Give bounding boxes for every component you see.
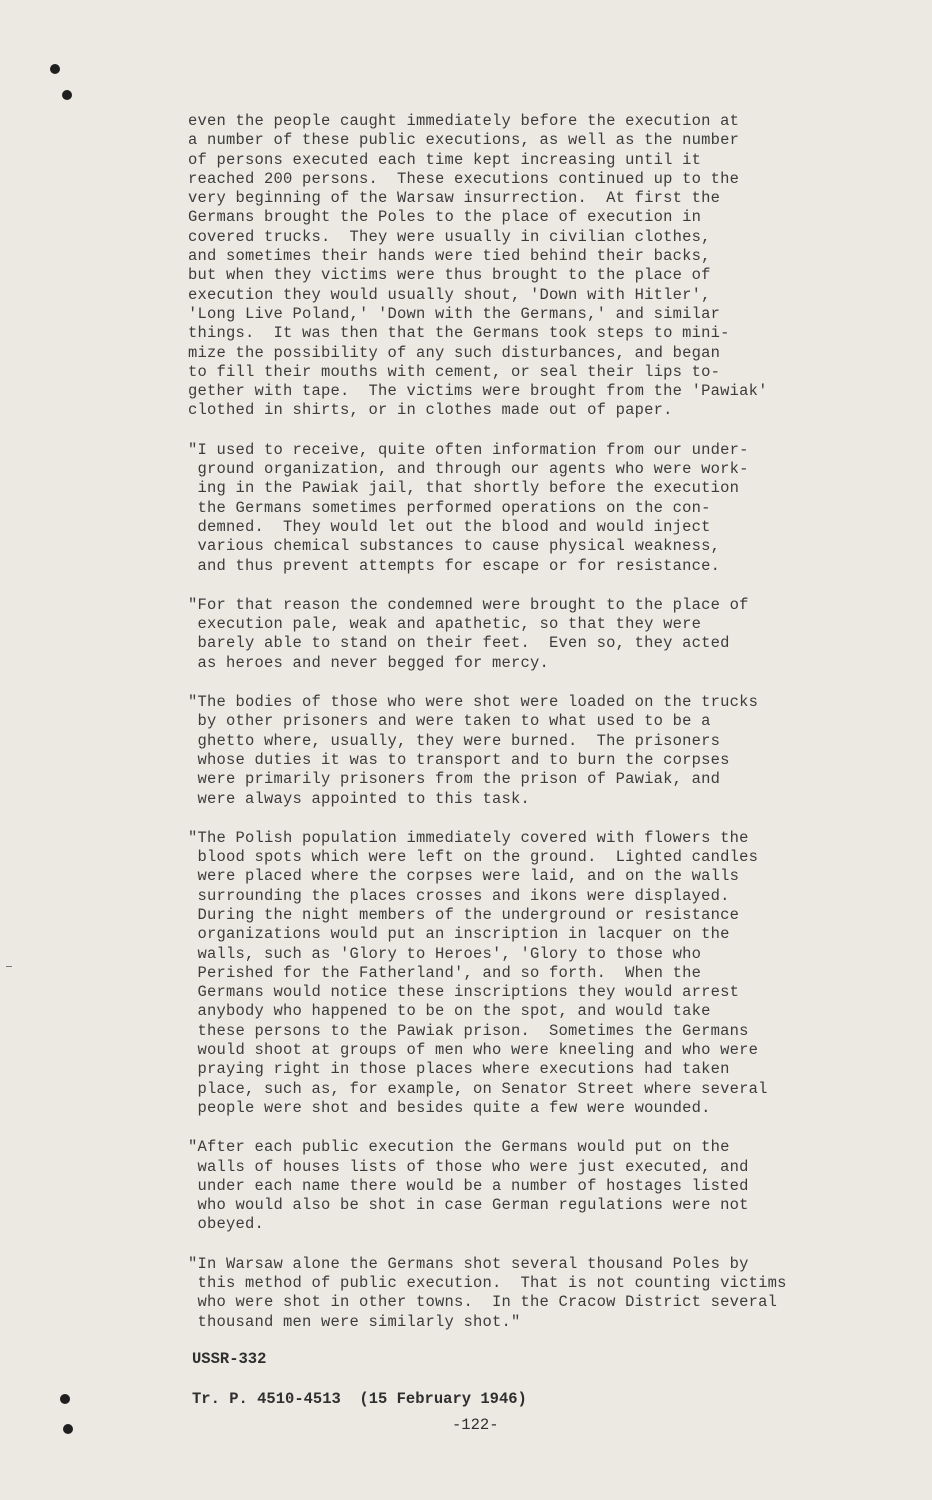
text-line: were primarily prisoners from the prison of Pawiak, and (188, 770, 721, 789)
text-line: and thus prevent attempts for escape or for resistance. (188, 556, 721, 575)
paragraph-2 (188, 441, 788, 576)
paragraph-6 (188, 1138, 788, 1234)
text-line: execution pale, weak and apathetic, so that they were (188, 615, 702, 634)
text-line: blood spots which were left on the ground. Lighted candles (188, 848, 759, 867)
text-line: and sometimes their hands were tied behind their backs, (188, 247, 711, 266)
text-line: walls, such as 'Glory to Heroes', 'Glory to those who (188, 944, 702, 963)
paragraph-7 (188, 1255, 788, 1332)
text-line: this method of public execution. That is not counting victims (188, 1274, 787, 1293)
text-line: were always appointed to this task. (188, 789, 531, 808)
paragraph-1 (188, 112, 788, 421)
text-line: walls of houses lists of those who were just executed, and (188, 1157, 749, 1176)
text-line: were placed where the corpses were laid, and on the walls (188, 867, 740, 886)
punch-hole-bottom-1 (60, 1394, 70, 1404)
text-line: 'Long Live Poland,' 'Down with the Germans,' and similar (188, 304, 721, 323)
punch-hole-top-2 (62, 90, 72, 100)
text-line: barely able to stand on their feet. Even so, they acted (188, 634, 730, 653)
transcript-reference: Tr. P. 4510-4513 (15 February 1946) (192, 1390, 527, 1408)
text-line: demned. They would let out the blood and would inject (188, 517, 711, 536)
text-line: who would also be shot in case German regulations were not (188, 1196, 749, 1215)
text-line: under each name there would be a number of hostages listed (188, 1176, 749, 1195)
text-line: covered trucks. They were usually in civilian clothes, (188, 227, 711, 246)
text-line: whose duties it was to transport and to burn the corpses (188, 750, 730, 769)
text-line: During the night members of the underground or resistance (188, 905, 740, 924)
text-line: reached 200 persons. These executions continued up to the (188, 169, 740, 188)
text-line: clothed in shirts, or in clothes made out of paper. (188, 401, 673, 420)
text-line: ing in the Pawiak jail, that shortly before the execution (188, 479, 740, 498)
exhibit-reference: USSR-332 (192, 1350, 267, 1368)
text-line: anybody who happened to be on the spot, and would take (188, 1002, 711, 1021)
body-text (188, 112, 788, 1352)
text-line: praying right in those places where executions had taken (188, 1060, 730, 1079)
text-line: execution they would usually shout, 'Down with Hitler', (188, 285, 711, 304)
text-line: the Germans sometimes performed operations on the con- (188, 498, 711, 517)
margin-mark (6, 966, 12, 967)
text-line: gether with tape. The victims were brought from the 'Pawiak' (188, 382, 768, 401)
text-line: "For that reason the condemned were brought to the place of (188, 595, 749, 614)
text-line: Germans would notice these inscriptions they would arrest (188, 983, 740, 1002)
text-line: surrounding the places crosses and ikons were displayed. (188, 886, 730, 905)
text-line: to fill their mouths with cement, or seal their lips to- (188, 362, 721, 381)
punch-hole-bottom-2 (63, 1424, 73, 1434)
text-line: ground organization, and through our agents who were work- (188, 460, 749, 479)
text-line: very beginning of the Warsaw insurrection. At first the (188, 189, 721, 208)
text-line: "In Warsaw alone the Germans shot several thousand Poles by (188, 1254, 749, 1273)
text-line: "After each public execution the Germans would put on the (188, 1138, 730, 1157)
text-line: a number of these public executions, as well as the number (188, 131, 740, 150)
text-line: place, such as, for example, on Senator Street where several (188, 1079, 768, 1098)
text-line: Germans brought the Poles to the place of execution in (188, 208, 702, 227)
text-line: things. It was then that the Germans took steps to mini- (188, 324, 730, 343)
text-line: would shoot at groups of men who were kneeling and who were (188, 1041, 759, 1060)
page-number: -122- (452, 1416, 499, 1434)
text-line: ghetto where, usually, they were burned. The prisoners (188, 731, 721, 750)
text-line: but when they victims were thus brought to the place of (188, 266, 711, 285)
text-line: "The bodies of those who were shot were loaded on the trucks (188, 693, 759, 712)
punch-hole-top-1 (50, 64, 60, 74)
text-line: of persons executed each time kept increasing until it (188, 150, 702, 169)
text-line: people were shot and besides quite a few were wounded. (188, 1098, 711, 1117)
text-line: various chemical substances to cause physical weakness, (188, 537, 721, 556)
paragraph-4 (188, 693, 788, 809)
text-line: as heroes and never begged for mercy. (188, 653, 550, 672)
text-line: these persons to the Pawiak prison. Sometimes the Germans (188, 1021, 749, 1040)
text-line: "I used to receive, quite often information from our under- (188, 440, 749, 459)
paragraph-3 (188, 596, 788, 673)
text-line: by other prisoners and were taken to what used to be a (188, 712, 711, 731)
text-line: "The Polish population immediately covered with flowers the (188, 828, 749, 847)
text-line: who were shot in other towns. In the Cracow District several (188, 1293, 778, 1312)
text-line: obeyed. (188, 1215, 265, 1234)
paragraph-5 (188, 829, 788, 1118)
text-line: even the people caught immediately before the execution at (188, 112, 740, 130)
text-line: Perished for the Fatherland', and so forth. When the (188, 963, 702, 982)
text-line: thousand men were similarly shot." (188, 1312, 521, 1331)
text-line: organizations would put an inscription in lacquer on the (188, 925, 730, 944)
text-line: mize the possibility of any such disturbances, and began (188, 343, 721, 362)
